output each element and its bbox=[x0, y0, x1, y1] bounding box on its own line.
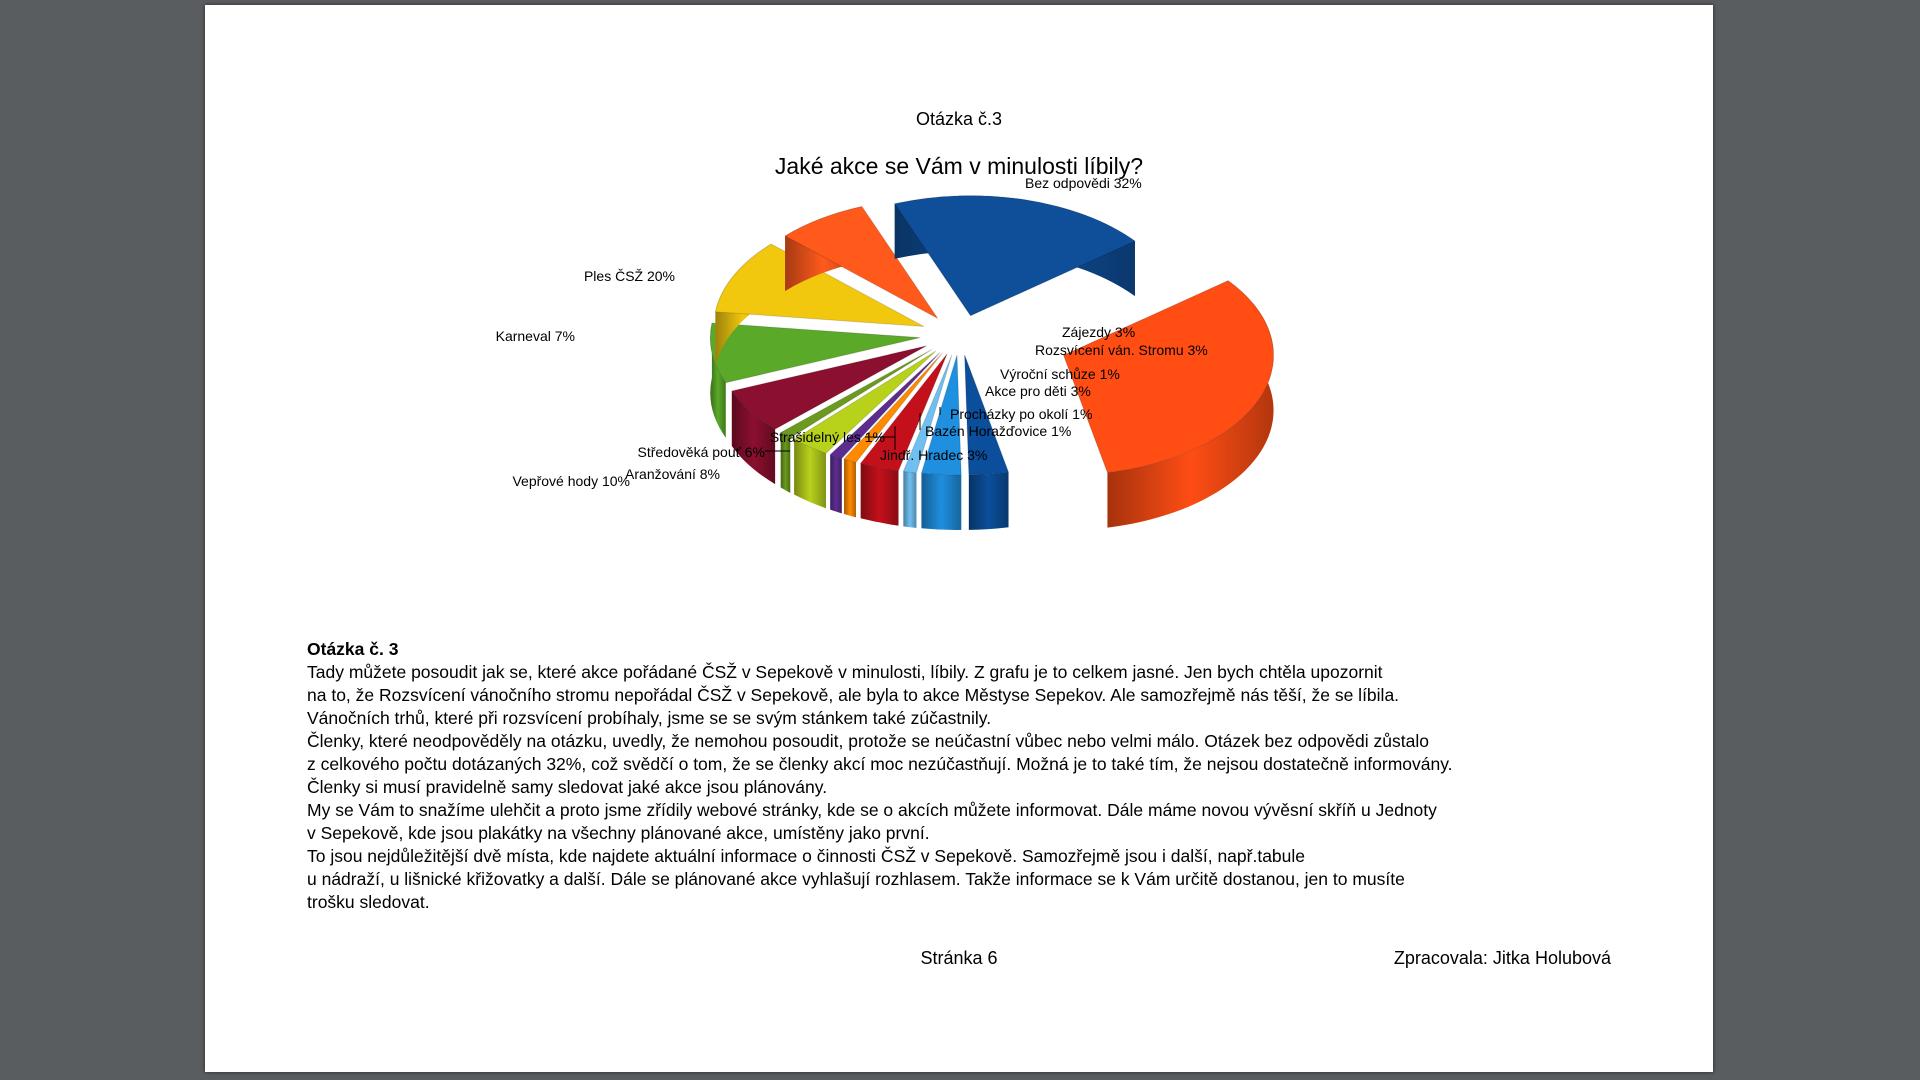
body-line: My se Vám to snažíme ulehčit a proto jsme zřídily webové stránky, kde se o akcích můžete informovat. Dále máme novou vývěsní skříň u Jednoty bbox=[307, 800, 1437, 820]
pie-slice bbox=[895, 196, 1135, 316]
pie-slice-shade bbox=[921, 473, 961, 530]
body-heading: Otázka č. 3 bbox=[307, 639, 399, 659]
body-text bbox=[307, 638, 1687, 914]
slice-label: Rozsvícení ván. Stromu 3% bbox=[1035, 342, 1208, 358]
slice-label: Vepřové hody 10% bbox=[512, 473, 630, 489]
body-line: Tady můžete posoudit jak se, které akce pořádané ČSŽ v Sepekově v minulosti, líbily. Z grafu je to celkem jasné. Jen bych chtěla upozornit bbox=[307, 662, 1383, 682]
question-number: Otázka č.3 bbox=[915, 109, 1003, 129]
author-credit: Zpracovala: Jitka Holubová bbox=[1393, 948, 1611, 968]
body-line: Členky, které neodpověděly na otázku, uvedly, že nemohou posoudit, protože se neúčastní vůbec nebo velmi málo. Otázek bez odpovědi zůstalo bbox=[307, 731, 1429, 751]
pie-slice-shade bbox=[830, 455, 842, 514]
page-number: Stránka 6 bbox=[920, 948, 998, 968]
slice-label: Zájezdy 3% bbox=[1062, 324, 1136, 340]
body-line: Vánočních trhů, které při rozsvícení probíhaly, jsme se se svým stánkem také zúčastnily. bbox=[307, 708, 992, 728]
pie-slice-shade bbox=[969, 472, 1009, 530]
body-line: z celkového počtu dotázaných 32%, což svědčí o tom, že se členky akcí moc nezúčastňují. Možná je to také tím, že nejsou dostatečně informovány. bbox=[307, 754, 1453, 774]
slice-label: Aranžování 8% bbox=[625, 466, 720, 482]
pie-slice-shade bbox=[903, 471, 916, 528]
slice-label: Strašidelný les 1% bbox=[769, 429, 885, 445]
question-title: Jaké akce se Vám v minulosti líbily? bbox=[774, 153, 1144, 179]
body-line: na to, že Rozsvícení vánočního stromu nepořádal ČSŽ v Sepekově, ale byla to akce Městyse Sepekov. Ale samozřejmě nás těší, že se líbila. bbox=[307, 685, 1400, 705]
pie-slice-shade bbox=[861, 463, 899, 525]
slice-label: Bez odpovědi 32% bbox=[1025, 175, 1142, 191]
body-line: v Sepekově, kde jsou plakátky na všechny plánované akce, umístěny jako první. bbox=[307, 823, 930, 843]
slice-label: Procházky po okolí 1% bbox=[950, 406, 1093, 422]
slice-label: Bazén Horažďovice 1% bbox=[925, 423, 1072, 439]
pie-slice-shade bbox=[844, 459, 856, 517]
body-line: Členky si musí pravidelně samy sledovat jaké akce jsou plánovány. bbox=[307, 777, 828, 797]
slice-label: Karneval 7% bbox=[495, 328, 575, 344]
slice-label: Jindř. Hradec 3% bbox=[880, 447, 988, 463]
slice-label: Středověká pouť 6% bbox=[637, 444, 765, 460]
body-line: trošku sledovat. bbox=[307, 892, 430, 912]
slice-label: Výroční schůze 1% bbox=[1000, 366, 1120, 382]
body-line: To jsou nejdůležitější dvě místa, kde najdete aktuální informace o činnosti ČSŽ v Sepekově. Samozřejmě jsou i další, např.tabule bbox=[307, 846, 1306, 866]
slice-label: Ples ČSŽ 20% bbox=[583, 268, 675, 284]
slice-label: Akce pro děti 3% bbox=[985, 383, 1091, 399]
document-page bbox=[205, 5, 1713, 1072]
body-line: u nádraží, u lišnické křižovatky a další. Dále se plánované akce vyhlašují rozhlasem. Takže informace se k Vám určitě dostanou, jen to musíte bbox=[307, 869, 1405, 889]
pie-chart bbox=[205, 5, 1713, 625]
